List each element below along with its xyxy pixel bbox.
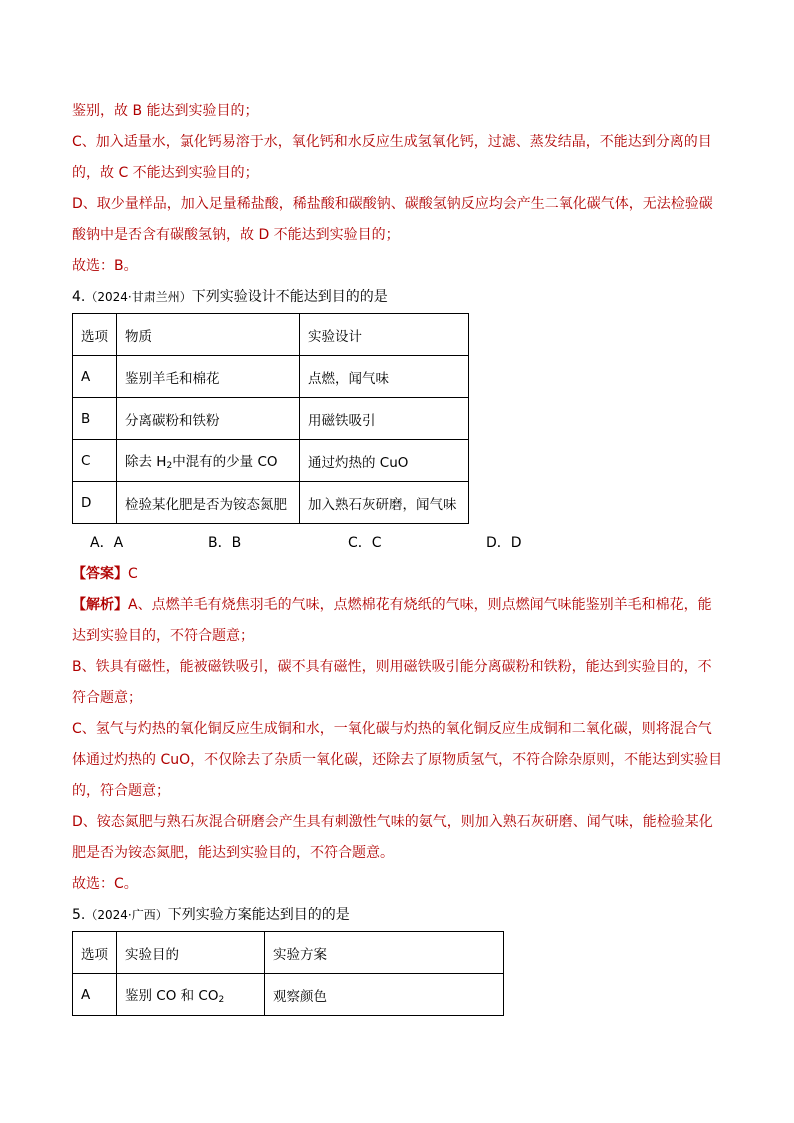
analysis-line: B、铁具有磁性，能被磁铁吸引，碳不具有磁性，则用磁铁吸引能分离碳粉和铁粉，能达到实验目的，不 bbox=[72, 659, 712, 675]
question-source: （2024·甘肃兰州） bbox=[85, 290, 192, 304]
table-cell: C bbox=[73, 440, 117, 482]
analysis-text: A、点燃羊毛有烧焦羽毛的气味，点燃棉花有烧纸的气味，则点燃闻气味能鉴别羊毛和棉花，能 bbox=[128, 597, 712, 613]
table-cell: A bbox=[73, 974, 117, 1016]
analysis-line: 达到实验目的，不符合题意； bbox=[72, 628, 254, 644]
table-cell: 加入熟石灰研磨，闻气味 bbox=[300, 482, 469, 524]
prev-analysis-line: 酸钠中是否含有碳酸氢钠，故 D 不能达到实验目的； bbox=[72, 227, 400, 243]
prev-analysis-line: C、加入适量水，氯化钙易溶于水，氧化钙和水反应生成氢氧化钙，过滤、蒸发结晶，不能达到分离的目 bbox=[72, 134, 712, 150]
table-cell: A bbox=[73, 356, 117, 398]
table-cell: 用磁铁吸引 bbox=[300, 398, 469, 440]
formula-text: 鉴别 CO 和 CO bbox=[125, 988, 219, 1004]
table-cell: 检验某化肥是否为铵态氮肥 bbox=[117, 482, 300, 524]
answer-label: 【答案】 bbox=[72, 566, 128, 582]
table-cell: 观察颜色 bbox=[265, 974, 504, 1016]
table-row bbox=[73, 440, 469, 482]
question-number: 5. bbox=[72, 907, 86, 923]
answer-value: C bbox=[128, 566, 138, 582]
table-header-row bbox=[73, 932, 504, 974]
table-cell bbox=[117, 440, 300, 482]
table-cell: 通过灼热的 CuO bbox=[300, 440, 469, 482]
formula-text: 中混有的少量 CO bbox=[172, 454, 278, 470]
option-d: D．D bbox=[486, 535, 522, 551]
table-row bbox=[73, 356, 469, 398]
table-header-cell: 实验设计 bbox=[300, 314, 469, 356]
option-a: A．A bbox=[90, 535, 124, 551]
analysis-line: D、铵态氮肥与熟石灰混合研磨会产生具有刺激性气味的氨气，则加入熟石灰研磨、闻气味，能检验某化 bbox=[72, 814, 713, 830]
table-header-row bbox=[73, 314, 469, 356]
conclusion-line: 故选：C。 bbox=[72, 876, 138, 892]
table-row bbox=[73, 482, 469, 524]
question-4-stem bbox=[72, 287, 388, 307]
option-b: B．B bbox=[208, 535, 242, 551]
table-row bbox=[73, 974, 504, 1016]
table-row bbox=[73, 398, 469, 440]
question-5-table bbox=[72, 931, 504, 1016]
question-text: 下列实验设计不能达到目的的是 bbox=[191, 289, 388, 305]
question-number: 4. bbox=[72, 289, 86, 305]
table-cell: D bbox=[73, 482, 117, 524]
analysis-line: 的，符合题意； bbox=[72, 783, 170, 799]
formula-subscript: 2 bbox=[218, 995, 225, 1005]
table-header-cell: 实验目的 bbox=[117, 932, 265, 974]
table-header-cell: 选项 bbox=[73, 314, 117, 356]
analysis-line bbox=[72, 595, 712, 615]
analysis-label: 【解析】 bbox=[72, 597, 128, 613]
analysis-line: 肥是否为铵态氮肥，能达到实验目的，不符合题意。 bbox=[72, 845, 394, 861]
table-header-cell: 选项 bbox=[73, 932, 117, 974]
answer-options bbox=[90, 533, 550, 553]
question-source: （2024·广西） bbox=[85, 908, 168, 922]
question-4-table bbox=[72, 313, 469, 524]
formula-subscript: 2 bbox=[166, 461, 173, 471]
analysis-line: 符合题意； bbox=[72, 690, 142, 706]
analysis-line: C、氢气与灼热的氧化铜反应生成铜和水，一氧化碳与灼热的氧化铜反应生成铜和二氧化碳，则将混合气 bbox=[72, 721, 712, 737]
table-cell: B bbox=[73, 398, 117, 440]
analysis-line: 体通过灼热的 CuO，不仅除去了杂质一氧化碳，还除去了原物质氢气，不符合除杂原则，不能达到实验目 bbox=[72, 752, 723, 768]
prev-analysis-line: D、取少量样品，加入足量稀盐酸，稀盐酸和碳酸钠、碳酸氢钠反应均会产生二氧化碳气体，无法检验碳 bbox=[72, 196, 713, 212]
prev-analysis-line: 鉴别，故 B 能达到实验目的； bbox=[72, 103, 259, 119]
prev-conclusion: 故选：B。 bbox=[72, 258, 138, 274]
option-c: C．C bbox=[348, 535, 382, 551]
table-header-cell: 实验方案 bbox=[265, 932, 504, 974]
table-cell bbox=[117, 974, 265, 1016]
answer-line bbox=[72, 564, 138, 584]
table-header-cell: 物质 bbox=[117, 314, 300, 356]
table-cell: 鉴别羊毛和棉花 bbox=[117, 356, 300, 398]
table-cell: 点燃，闻气味 bbox=[300, 356, 469, 398]
question-5-stem bbox=[72, 905, 350, 925]
table-cell: 分离碳粉和铁粉 bbox=[117, 398, 300, 440]
formula-text: 除去 H bbox=[125, 454, 167, 470]
prev-analysis-line: 的，故 C 不能达到实验目的； bbox=[72, 165, 259, 181]
question-text: 下列实验方案能达到目的的是 bbox=[167, 907, 350, 923]
